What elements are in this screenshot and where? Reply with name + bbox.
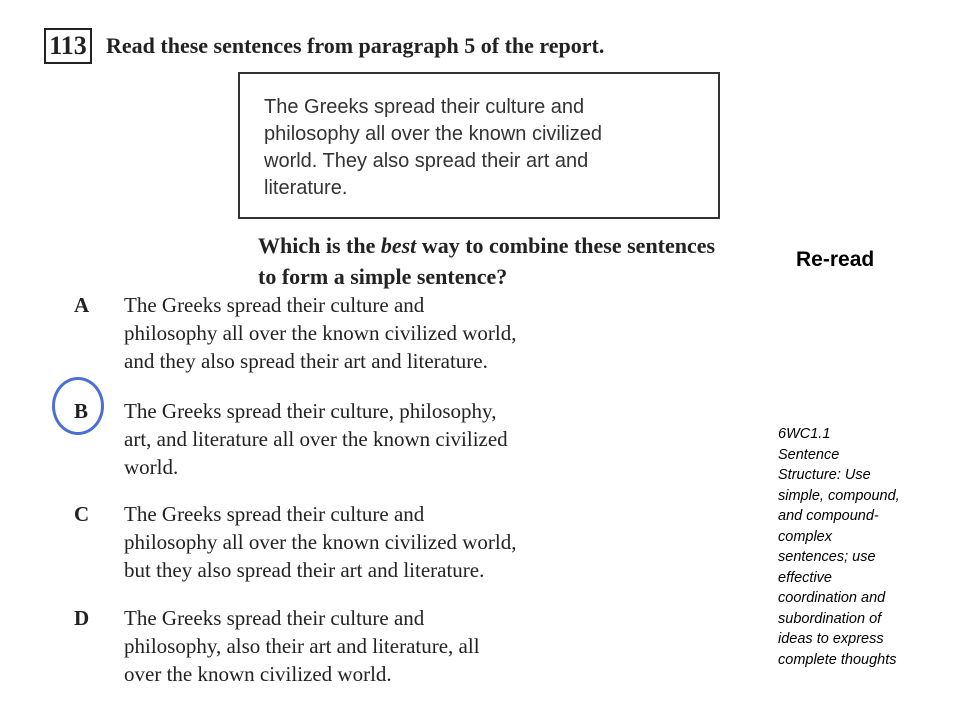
choice-line: The Greeks spread their culture and bbox=[124, 606, 425, 630]
choice-text bbox=[124, 500, 624, 584]
choice-line: philosophy all over the known civilized world, bbox=[124, 530, 517, 554]
standard-line: ideas to express bbox=[778, 631, 884, 647]
choice-line: art, and literature all over the known civilized bbox=[124, 427, 508, 451]
standard-note bbox=[778, 424, 946, 670]
choice-letter: D bbox=[74, 606, 90, 630]
standard-line: and compound- bbox=[778, 508, 879, 524]
choice-line: over the known civilized world. bbox=[124, 662, 392, 686]
choice-line: The Greeks spread their culture and bbox=[124, 293, 425, 317]
standard-line: coordination and bbox=[778, 590, 886, 606]
prompt-text-after: way to combine these sentences to form a simple sentence? bbox=[258, 233, 716, 289]
choice-line: philosophy all over the known civilized world, bbox=[124, 321, 517, 345]
choice-text bbox=[124, 604, 624, 688]
choice-letter: B bbox=[74, 399, 89, 423]
prompt-text-before: Which is the bbox=[258, 233, 381, 258]
choice-line: The Greeks spread their culture, philosophy, bbox=[124, 399, 497, 423]
choice-line: but they also spread their art and literature. bbox=[124, 558, 485, 582]
selected-answer-circle bbox=[52, 377, 104, 435]
standard-line: Sentence bbox=[778, 446, 840, 463]
standard-line: subordination of bbox=[778, 610, 882, 627]
standard-line: 6WC1.1 bbox=[778, 426, 831, 442]
excerpt-line: literature. bbox=[264, 177, 348, 199]
question-prompt bbox=[258, 230, 728, 292]
excerpt-box bbox=[238, 72, 720, 219]
choice-line: The Greeks spread their culture and bbox=[124, 502, 425, 526]
choice-line: and they also spread their art and literature. bbox=[124, 349, 488, 373]
standard-line: complex bbox=[778, 528, 832, 545]
choice-text bbox=[124, 291, 624, 375]
excerpt-line: world. They also spread their art and bbox=[264, 150, 589, 172]
excerpt-line: philosophy all over the known civilized bbox=[264, 123, 602, 145]
reread-label: Re-read bbox=[796, 248, 875, 271]
standard-line: sentences; use bbox=[778, 549, 876, 565]
choice-text bbox=[124, 397, 624, 481]
question-stem: Read these sentences from paragraph 5 of the report. bbox=[106, 33, 605, 58]
choice-letter: A bbox=[74, 293, 90, 317]
choice-line: philosophy, also their art and literature, all bbox=[124, 634, 480, 658]
standard-line: simple, compound, bbox=[778, 487, 900, 504]
choice-letter: C bbox=[74, 502, 90, 526]
excerpt-line: The Greeks spread their culture and bbox=[264, 96, 585, 118]
prompt-emphasis: best bbox=[380, 233, 417, 258]
standard-line: Structure: Use bbox=[778, 467, 871, 483]
choice-line: world. bbox=[124, 455, 179, 479]
standard-line: complete thoughts bbox=[778, 651, 897, 668]
standard-line: effective bbox=[778, 569, 832, 586]
question-number bbox=[44, 28, 92, 64]
question-number-text: 113 bbox=[49, 31, 87, 60]
